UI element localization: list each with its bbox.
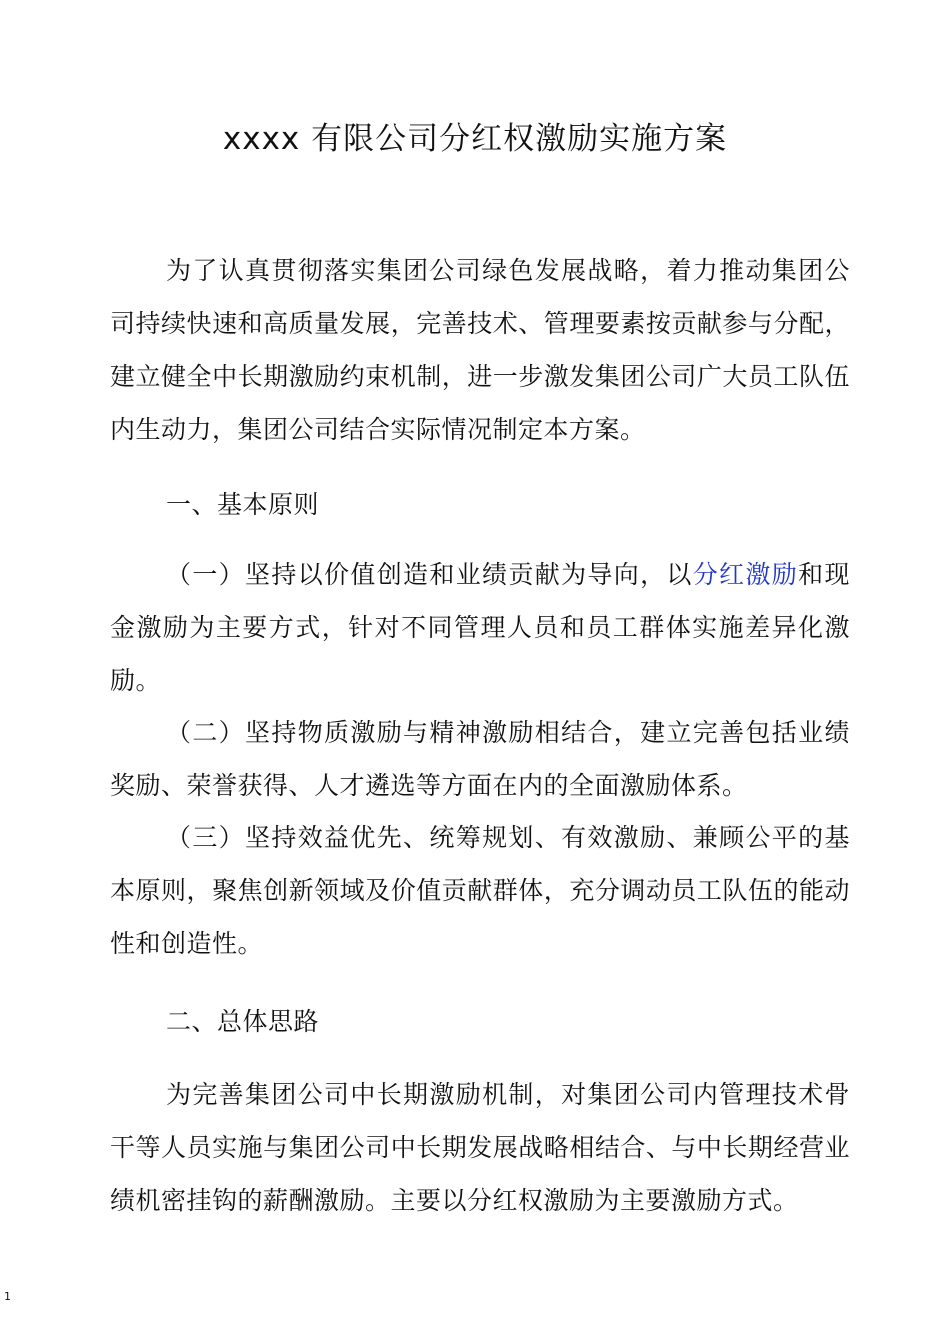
dividend-incentive-link[interactable]: 分红激励 xyxy=(692,560,799,589)
section2-heading: 二、总体思路 xyxy=(166,1007,320,1036)
principle-item-1-text-b: 和现金激励为主要方式，针对不同管理人员和员工群体实施差异化激励。 xyxy=(110,560,850,695)
principle-item-1-text-a: （一）坚持以价值创造和业绩贡献为导向，以 xyxy=(166,560,693,589)
principle-item-3: （三）坚持效益优先、统筹规划、有效激励、兼顾公平的基本原则，聚焦创新领域及价值贡献群体，充分调动员工队伍的能动性和创造性。 xyxy=(110,823,850,958)
approach-paragraph: 为完善集团公司中长期激励机制，对集团公司内管理技术骨干等人员实施与集团公司中长期发展战略相结合、与中长期经营业绩机密挂钩的薪酬激励。主要以分红权激励为主要激励方式。 xyxy=(110,1080,850,1215)
page-number: 1 xyxy=(4,1290,11,1303)
section1-heading: 一、基本原则 xyxy=(166,490,320,519)
principle-item-1 xyxy=(110,548,850,707)
intro-paragraph: 为了认真贯彻落实集团公司绿色发展战略，着力推动集团公司持续快速和高质量发展，完善技术、管理要素按贡献参与分配，建立健全中长期激励约束机制，进一步激发集团公司广大员工队伍内生动力，集团公司结合实际情况制定本方案。 xyxy=(110,256,850,444)
principle-item-2: （二）坚持物质激励与精神激励相结合，建立完善包括业绩奖励、荣誉获得、人才遴选等方面在内的全面激励体系。 xyxy=(110,718,850,800)
document-title: xxxx 有限公司分红权激励实施方案 xyxy=(222,121,728,157)
